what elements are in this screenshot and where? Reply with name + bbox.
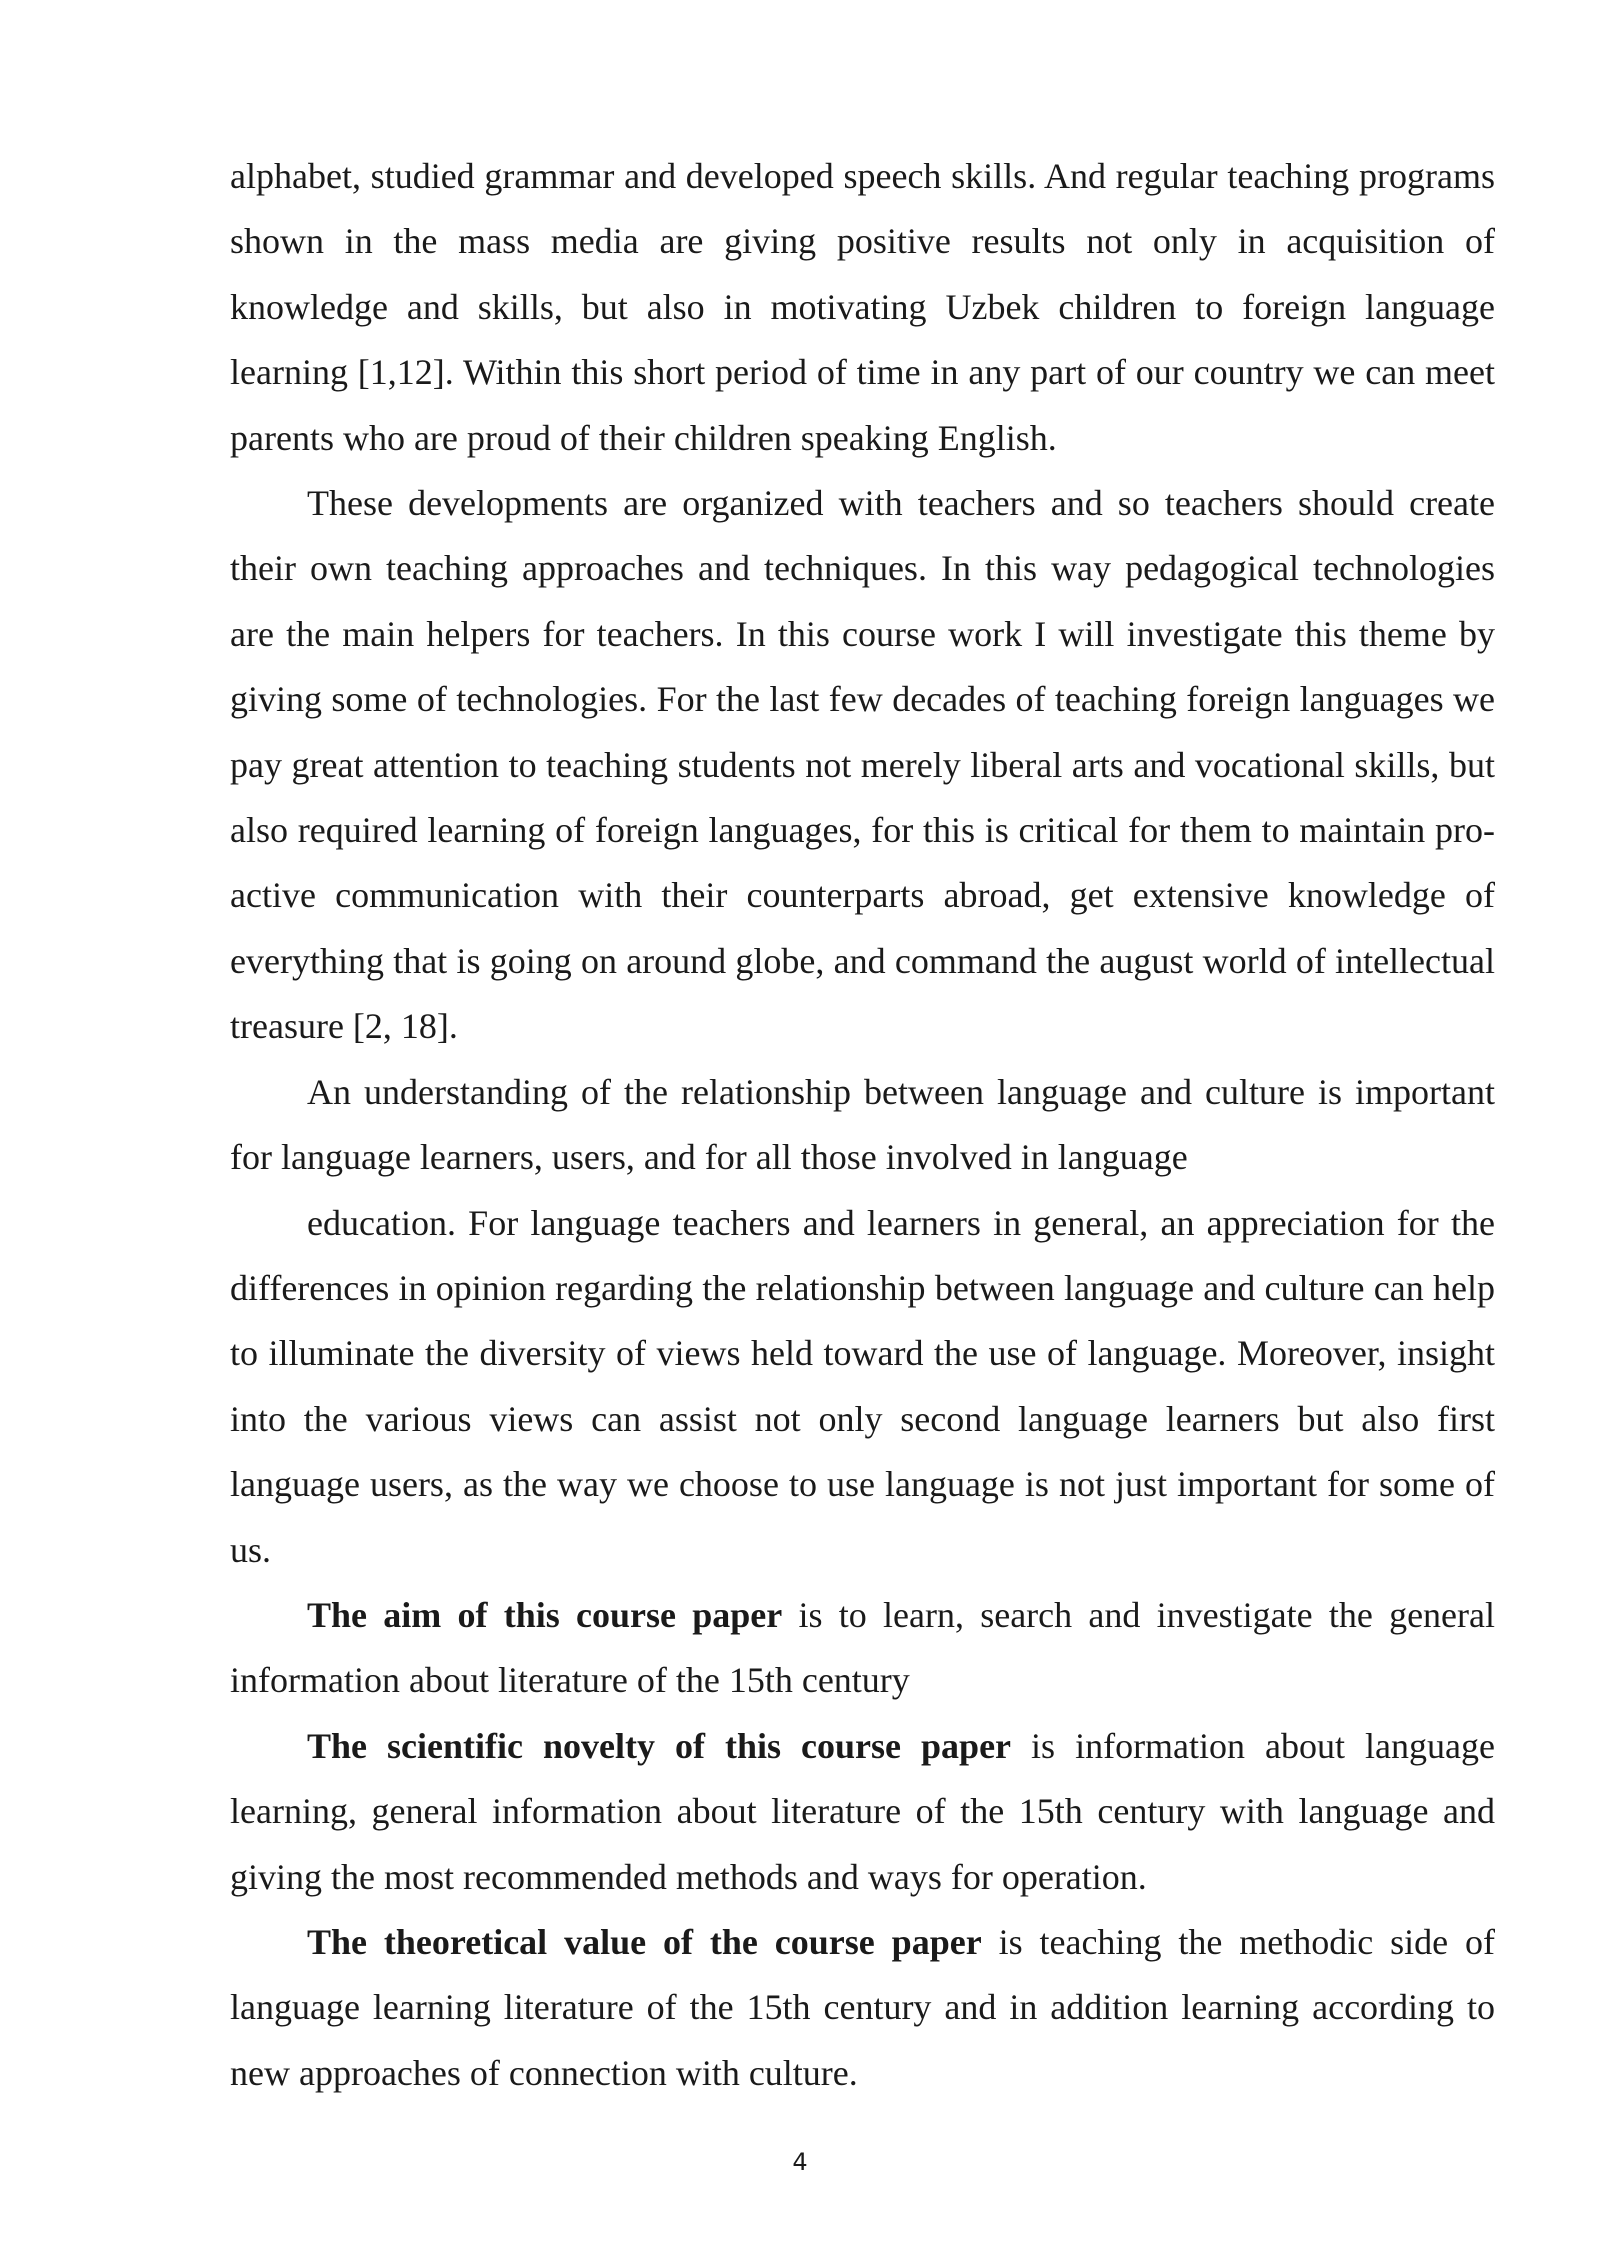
paragraph-2-text: These developments are organized with teachers and so teachers should create their own teaching approaches and techniques. In this way pedagogical technologies are the main helpers for teachers. In this course work I will investigate this theme by giving some of technologies. For the last few decades of teaching foreign languages we pay great attention to teaching students not merely liberal arts and vocational skills, but also required learning of foreign languages, for this is critical for them to maintain pro-active communication with their counterparts abroad, get extensive knowledge of everything that is going on around globe, and command the august world of intellectual treasure [2, 18].	[230, 483, 1495, 1047]
theoretical-value-text: is teaching the methodic side of language learning literature of the 15th century and in addition learning according to new approaches of connection with culture.	[230, 1921, 1495, 2093]
page-number: 4	[792, 2148, 808, 2176]
paragraph-theoretical-value	[230, 1910, 1495, 2106]
body-text	[230, 144, 1495, 2106]
novelty-heading: The scientific novelty of this course paper	[307, 1725, 1012, 1766]
paragraph-novelty	[230, 1714, 1495, 1910]
aim-heading: The aim of this course paper	[307, 1594, 783, 1635]
paragraph-4	[230, 1191, 1495, 1583]
paragraph-3-text: An understanding of the relationship between language and culture is important for language learners, users, and for all those involved in language	[230, 1071, 1495, 1178]
paragraph-3	[230, 1060, 1495, 1191]
paragraph-1	[230, 144, 1495, 471]
theoretical-value-heading: The theoretical value of the course paper	[307, 1921, 982, 1962]
paragraph-1-text: alphabet, studied grammar and developed speech skills. And regular teaching programs shown in the mass media are giving positive results not only in acquisition of knowledge and skills, but also in motivating Uzbek children to foreign language learning [1,12]. Within this short period of time in any part of our country we can meet parents who are proud of their children speaking English.	[230, 156, 1495, 458]
aim-text: is to learn, search and investigate the general information about literature of the 15th century	[230, 1594, 1496, 1701]
paragraph-4-text: education. For language teachers and learners in general, an appreciation for the differences in opinion regarding the relationship between language and culture can help to illuminate the diversity of views held toward the use of language. Moreover, insight into the various views can assist not only second language learners but also first language users, as the way we choose to use language is not just important for some of us.	[230, 1202, 1495, 1570]
paragraph-aim	[230, 1583, 1495, 1714]
paragraph-2	[230, 471, 1495, 1060]
novelty-text: is information about language learning, general information about literature of the 15th century with language and giving the most recommended methods and ways for operation.	[230, 1725, 1495, 1897]
